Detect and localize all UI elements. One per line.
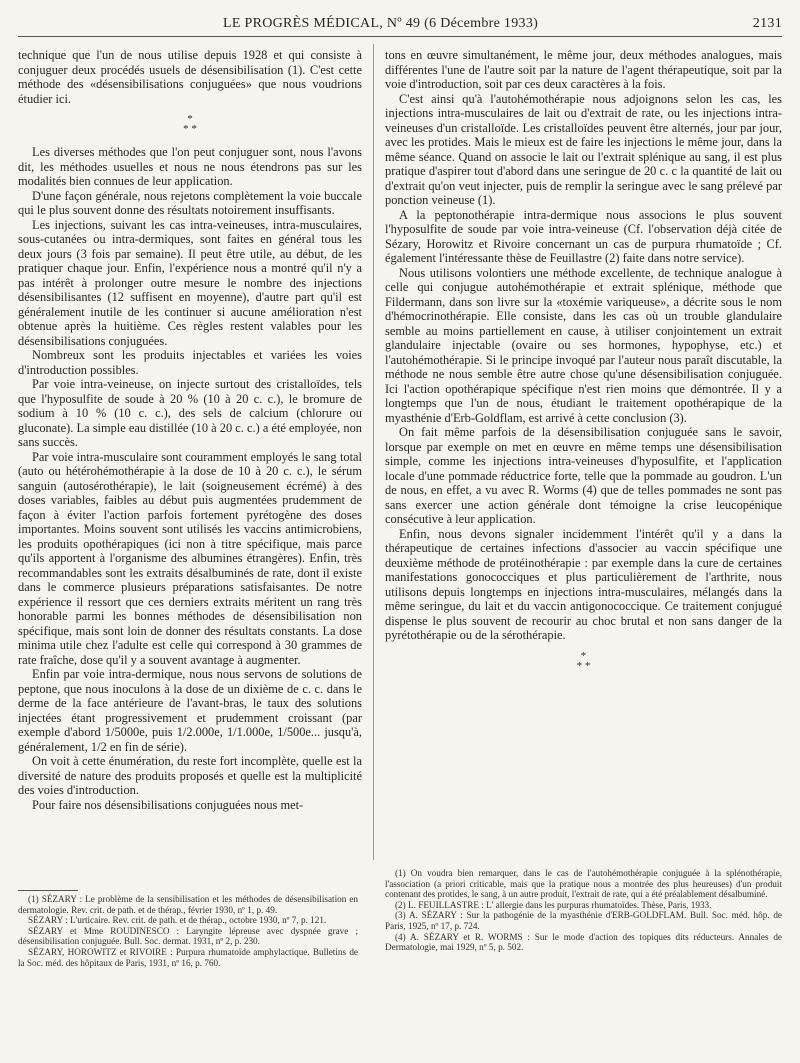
- paragraph: Pour faire nos désensibilisations conjuguées nous met-: [32, 797, 304, 812]
- right-column: [385, 48, 782, 682]
- paragraph: tons en œuvre simultanément, le même jour, deux méthodes analogues, mais différentes l'une de l'autre soit par la nature de l'agent thérapeutique, soit par la voie d'introduction, soit par ces deux caractères à la fois.: [385, 48, 782, 91]
- paragraph: Nous utilisons volontiers une méthode excellente, de technique analogue à celle qui conjugue autohémothérapie et extrait splénique, méthode que Fildermann, dans son livre sur la «toxémie variqueuse», a décrite sous le nom d'hémocrinothérapie. Elle consiste, dans les cas où un trouble glandulaire semble au moins partiellement en cause, à utiliser conjointement un extrait glandulaire injectable (ovaire ou ses hormones, hypophyse, etc.) et l'autohémothérapie. Si le principe invoqué par l'auteur nous paraît discutable, la méthode ne nous semble être autre chose qu'une désensibilisation conjuguée. Ici l'action opothérapique spécifique n'est rien moins que démontrée. Il y a longtemps que l'un de nous, étudiant le traitement opothérapique de la myasthénie d'Erb-Goldflam, est arrivé à cette conclusion (3).: [385, 265, 782, 425]
- paragraph: Les diverses méthodes que l'on peut conjuguer sont, nous l'avons dit, les méthodes usuelles et nous ne nous étendrons pas sur les modalités bien connues de leur application.: [18, 145, 362, 188]
- paragraph: Par voie intra-veineuse, on injecte surtout des cristalloïdes, tels que l'hyposulfite de soude à 20 % (10 à 20 c. c.), le bromure de sodium à 10 % (10 c. c.), des sels de calcium (chlorure ou gluconate). La simple eau distillée (10 à 20 c. c.) a été employée, non sans succès.: [18, 377, 362, 449]
- footnote: SÉZARY et Mme ROUDINESCO : Laryngite lépreuse avec dyspnée grave ; désensibilisation conjuguée. Bull. Soc. dermat. 1931, nº 2, p. 230.: [18, 925, 358, 947]
- paragraph: Nombreux sont les produits injectables et variées les voies d'introduction possibles.: [18, 348, 362, 377]
- paragraph: D'une façon générale, nous rejetons complètement la voie buccale qui le plus souvent donne des résultats notoirement insuffisants.: [18, 188, 362, 217]
- footnote: (2) L. FEUILLASTRE : L' allergie dans les purpuras rhumatoïdes. Thèse, Paris, 1933.: [395, 899, 712, 910]
- paragraph: Par voie intra-musculaire sont couramment employés le sang total (auto ou hétérohémothérapie à la dose de 10 à 20 c. c.), le sérum sanguin (autosérothérapie), le lait (soigneusement écrémé) à des doses variables, faibles au début puis augmentées prudemment de façon à éviter l'action parfois fortement pyrétogène des doses importantes. Moins souvent sont utilisés les vaccins antimicrobiens, les produits opothérapiques (ici non à titre spécifique, mais parce qu'ils apportent à l'organisme des albumines étrangères). Enfin, très recommandables sont les extraits désalbuminés de rate, dont il existe dans le commerce plusieurs préparations satisfaisantes. De notre expérience il ressort que ces derniers extraits méritent un rang très honorable parmi les bonnes méthodes de désensibilisation non spécifique, mais sont loin de donner des résultats constants. La dose minima utile chez l'adulte est celle qui correspond à 30 grammes de rate fraîche, dose qu'il y a souvent avantage à augmenter.: [18, 449, 362, 667]
- footnotes-left: [18, 890, 358, 968]
- running-header: [18, 14, 782, 34]
- asterism-top: *: [187, 113, 193, 125]
- section-separator: [18, 114, 362, 134]
- column-divider: [373, 44, 374, 860]
- paragraph: A la peptonothérapie intra-dermique nous associons le plus souvent l'hyposulfite de soude par voie intra-veineuse (Cf. l'observation déjà citée de Sézary, Horowitz et Rivoire concernant un cas de purpura rhumatoïde ; Cf. également l'intéressante thèse de Feuillastre (2) faite dans notre service).: [385, 207, 782, 265]
- footnotes-right: [385, 868, 782, 953]
- footnote: (3) A. SÉZARY : Sur la pathogénie de la myasthénie d'ERB-GOLDFLAM. Bull. Soc. méd. hôp. de Paris, 1925, nº 17, p. 724.: [385, 910, 782, 931]
- header-rule: [18, 36, 782, 37]
- paragraph: Enfin, nous devons signaler incidemment l'intérêt qu'il y a dans la thérapeutique de certaines infections d'associer au vaccin spécifique une deuxième méthode de protéinothérapie : par exemple dans la cure de certaines manifestations gonococciques et plus particulièrement de l'arthrite, nous utilisons depuis longtemps en injections intra-musculaires, mélangés dans la même seringue, du lait et du vaccin antigonococcique. Ce traitement conjugué dispense le plus souvent de recourir au choc brutal et non sans danger de la pyrétothérapie ou de la sérothérapie.: [385, 526, 782, 642]
- footnote-rule: [18, 890, 78, 891]
- asterism-bottom: * *: [576, 659, 591, 672]
- page-number: 2131: [752, 16, 782, 31]
- asterism-bottom: * *: [183, 123, 197, 135]
- paragraph: Enfin par voie intra-dermique, nous nous servons de solutions de peptone, que nous inoculons à la dose de un dixième de c. c. dans le derme de la face antérieure de l'avant-bras, le taux des solutions injectées étant progressivement et prudemment croissant (par exemple d'abord 1/5000e, puis 1/2.000e, 1/1.000e, 1/500e... jusqu'à, généralement, 1/2 en fin de série).: [18, 667, 362, 754]
- section-separator: [385, 651, 782, 671]
- journal-title: LE PROGRÈS MÉDICAL, Nº 49 (6 Décembre 1933): [223, 16, 539, 31]
- paragraph: technique que l'un de nous utilise depuis 1928 et qui consiste à conjuguer deux procédés usuels de désensibilisation (1). C'est cette méthode des «désensibilisations conjuguées» que nous voudrions étudier ici.: [18, 48, 362, 106]
- footnote: (1) On voudra bien remarquer, dans le cas de l'autohémothérapie conjuguée à la splénothérapie, l'association (a priori criticable, mais que la pratique nous a montrée des plus heureuses) d'un produit contenant des protides, le sang, à un autre produit, l'extrait de rate, qui a été préalablement désalbuminé.: [385, 868, 782, 900]
- paragraph: C'est ainsi qu'à l'autohémothérapie nous adjoignons selon les cas, les injections intra-musculaires de lait ou d'extrait de rate, ou les injections intra-veineuses d'un cristalloïde. Les cristalloïdes peuvent être alternés, jour par jour, avec les protides. Mais le mieux est de faire les injections le même jour, dans la même séance. Quand on associe le lait ou l'extrait splénique au sang, il est plus pratique d'aspirer tout d'abord dans une seringue de 20 c. c la quantité de lait ou d'extrait qu'on veut injecter, puis de remplir la seringue avec le sang prélevé par ponction veineuse (1).: [385, 91, 782, 207]
- paragraph: On voit à cette énumération, du reste fort incomplète, quelle est la diversité de nature des produits proposés et quelle est la multiplicité des voies d'introduction.: [18, 754, 362, 797]
- footnote: SÉZARY : L'urticaire. Rev. crit. de path. et de thérap., octobre 1930, nº 7, p. 121.: [28, 915, 327, 926]
- paragraph: On fait même parfois de la désensibilisation conjuguée sans le savoir, lorsque par exemple on met en œuvre en même temps une désensibilisation simple, comme les injections intra-veineuses d'hyposulfite, et l'application locale d'une pommade réductrice forte, telle que la pommade au goudron. L'un de nous, en effet, a vu avec R. Worms (4) que de telles pommades ne sont pas sans exercer une action générale dont témoigne la crise leucopénique consécutive à leur application.: [385, 425, 782, 526]
- left-column: [18, 48, 362, 812]
- asterism-top: *: [580, 649, 587, 662]
- footnote: (1) SÉZARY : Le problème de la sensibilisation et les méthodes de désensibilisation en dermatologie. Rev. crit. de path. et de thérap., février 1930, nº 1, p. 49.: [18, 894, 358, 915]
- footnote: (4) A. SÉZARY et R. WORMS : Sur le mode d'action des topiques dits réducteurs. Annales de Dermatologie, mai 1929, nº 5, p. 502.: [385, 931, 782, 953]
- footnote: SÉZARY, HOROWITZ et RIVOIRE : Purpura rhumatoïde amphylactique. Bulletins de la Soc. méd. des hôpitaux de Paris, 1931, nº 16, p. 760.: [18, 946, 358, 968]
- paragraph: Les injections, suivant les cas intra-veineuses, intra-musculaires, sous-cutanées ou intra-dermiques, sont faites en général tous les deux jours (3 fois par semaine). Il peut être utile, au début, de les pratiquer chaque jour. Enfin, l'expérience nous a montré qu'il n'y a pas intérêt à prolonger outre mesure le nombre des injections désensibilisantes (12 suffisent en moyenne), d'autre part qu'il est généralement inutile de les continuer si aucune amélioration n'est obtenue après la huitième. Ces règles restent valables pour les désensibilisations conjuguées.: [18, 217, 362, 348]
